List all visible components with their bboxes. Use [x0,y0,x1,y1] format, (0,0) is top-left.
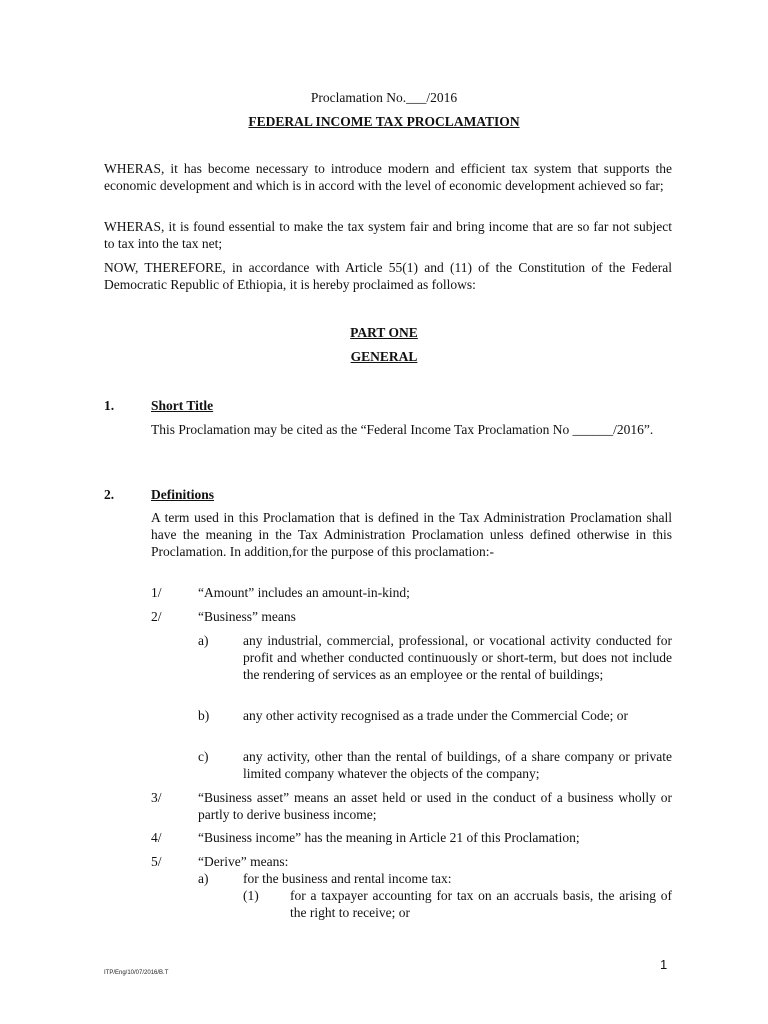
preamble-paragraph-3: NOW, THEREFORE, in accordance with Article 55(1) and (11) of the Constitution of the Federal Democratic Republic of Ethiopia, it is hereby proclaimed as follows: [104,260,672,292]
document-title: FEDERAL INCOME TAX PROCLAMATION [248,114,520,129]
preamble-paragraph-2: WHERAS, it is found essential to make the tax system fair and bring income that are so far not subject to tax into the tax net; [104,219,672,251]
definition-1-text: “Amount” includes an amount-in-kind; [198,585,410,600]
definition-5a-text: for the business and rental income tax: [243,871,452,886]
definition-2-number: 2/ [151,609,162,624]
definition-2c-text: any activity, other than the rental of buildings, of a share company or private limited company whatever the objects of the company; [243,749,672,781]
definition-2a-label: a) [198,633,209,648]
page-number: 1 [660,957,668,972]
definition-2c-label: c) [198,749,209,764]
proclamation-number: Proclamation No.___/2016 [310,90,458,105]
section-2-number: 2. [104,487,115,502]
definition-5-number: 5/ [151,854,162,869]
section-1-text: This Proclamation may be cited as the “Federal Income Tax Proclamation No ______/2016”. [151,422,654,437]
definition-2b-label: b) [198,708,210,723]
section-1-number: 1. [104,398,115,413]
part-number: PART ONE [350,325,418,340]
preamble-paragraph-1: WHERAS, it has become necessary to introduce modern and efficient tax system that supports the economic development and which is in accord with the level of economic development achieved so far; [104,161,672,193]
part-name: GENERAL [350,349,418,364]
definition-5-text: “Derive” means: [198,854,289,869]
footer-code: ITP/Eng/10/07/2016/B.T [104,970,169,976]
definition-1-number: 1/ [151,585,162,600]
definition-4-number: 4/ [151,830,162,845]
definition-3-text: “Business asset” means an asset held or used in the conduct of a business wholly or partly to derive business income; [198,790,672,822]
definition-5a1-text: for a taxpayer accounting for tax on an accruals basis, the arising of the right to receive; or [290,888,672,920]
definition-2b-text: any other activity recognised as a trade under the Commercial Code; or [243,708,628,723]
definition-5a1-label: (1) [243,888,259,903]
definition-4-text: “Business income” has the meaning in Article 21 of this Proclamation; [198,830,580,845]
section-2-heading: Definitions [151,487,215,502]
definition-2a-text: any industrial, commercial, professional, or vocational activity conducted for profit and whether conducted continuously or short-term, but does not include the rendering of services as an employee or the rental of buildings; [243,633,672,682]
definition-3-number: 3/ [151,790,162,805]
section-1-heading: Short Title [151,398,214,413]
definition-2-text: “Business” means [198,609,296,624]
section-2-intro: A term used in this Proclamation that is defined in the Tax Administration Proclamation shall have the meaning in the Tax Administration Proclamation unless defined otherwise in this Proclamation. In addition,for the purpose of this proclamation:- [151,510,672,559]
definition-5a-label: a) [198,871,209,886]
